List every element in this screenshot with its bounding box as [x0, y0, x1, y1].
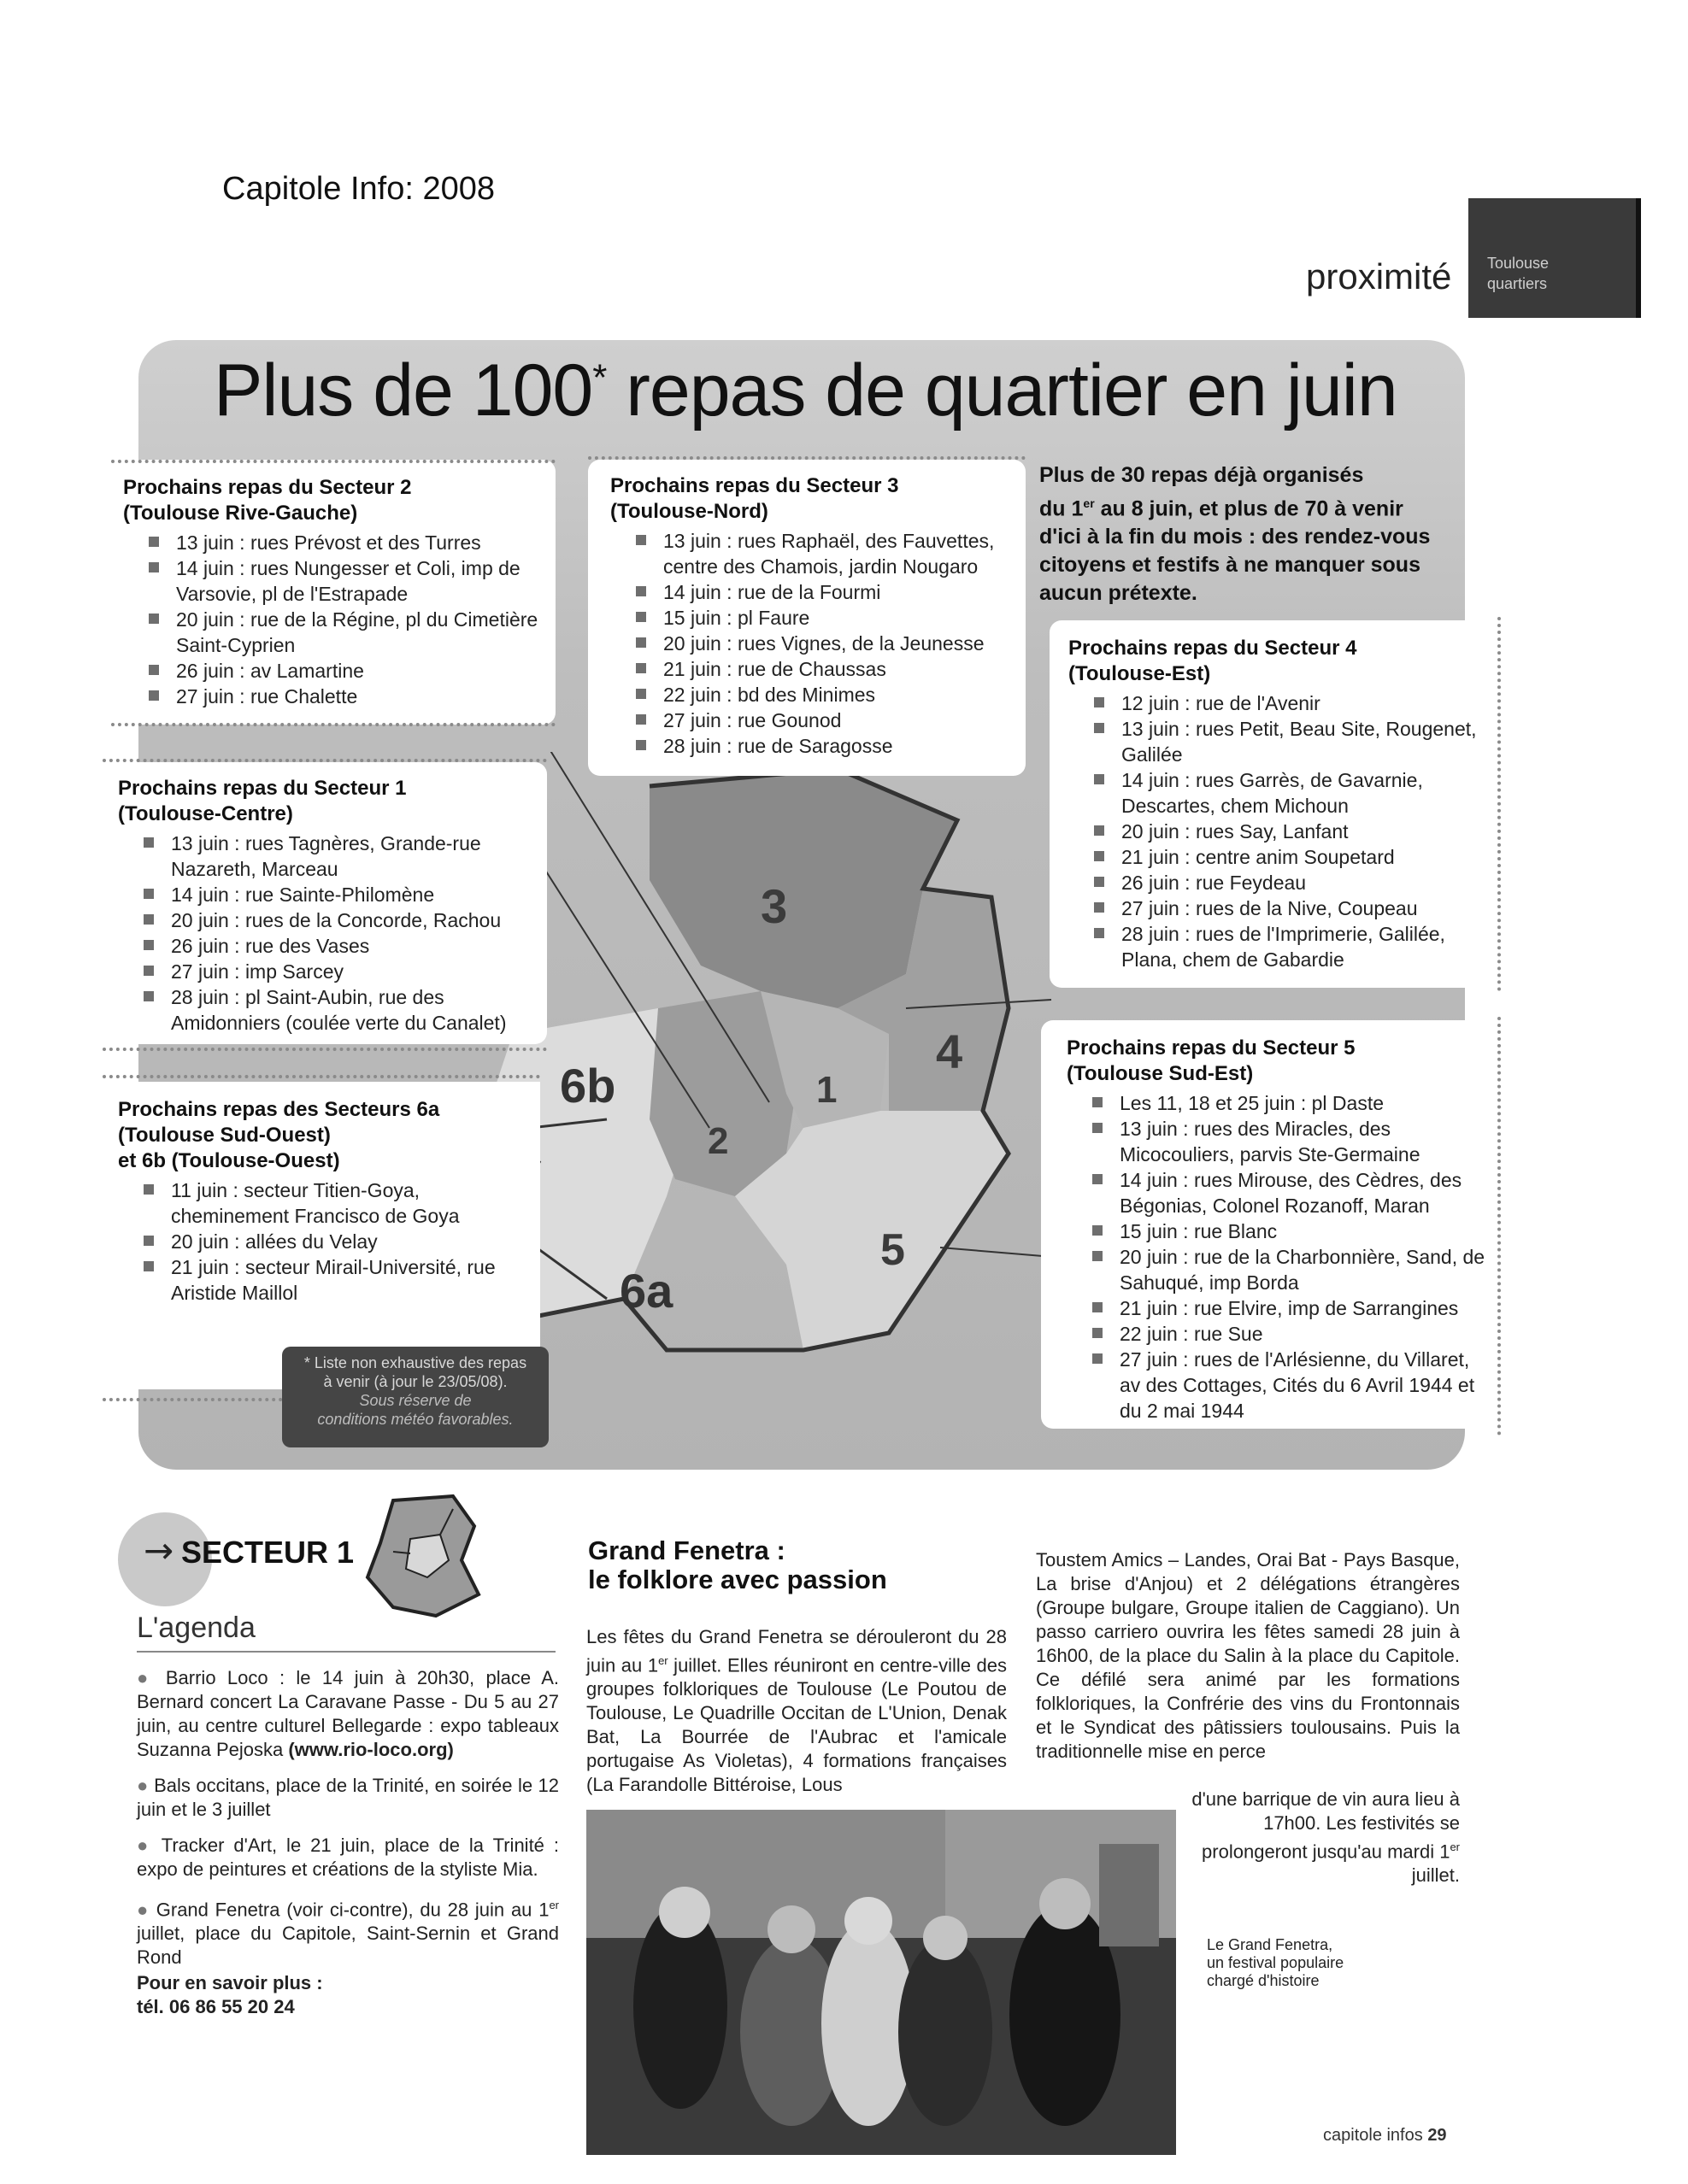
tab-line-2: quartiers	[1487, 275, 1548, 292]
page-footer: capitole infos 29	[1323, 2126, 1447, 2145]
list-item: Les 11, 18 et 25 juin : pl Daste	[1067, 1090, 1494, 1116]
pointer-line-s5	[940, 1248, 1043, 1256]
list-item: 26 juin : rue Feydeau	[1068, 870, 1494, 895]
sector-title: SECTEUR 1	[181, 1535, 355, 1570]
list-item: 13 juin : rues Petit, Beau Site, Rougenet, Galilée	[1068, 716, 1494, 767]
secteur-6-box	[103, 1082, 540, 1389]
agenda-item: ● Bals occitans, place de la Trinité, en soirée le 12 juin et le 3 juillet	[137, 1775, 559, 1820]
photo-caption: Le Grand Fenetra, un festival populaire chargé d'histoire	[1207, 1936, 1344, 1989]
secteur-5-list	[1067, 1090, 1494, 1424]
map-label-6a: 6a	[620, 1264, 673, 1318]
festival-photo	[586, 1810, 1176, 2155]
secteur-6-list	[118, 1177, 532, 1306]
list-item: 14 juin : rues Mirouse, des Cèdres, des Bégonias, Colonel Rozanoff, Maran	[1067, 1167, 1494, 1218]
secteur-4-box	[1050, 620, 1503, 988]
arrow-right-icon: →	[144, 1529, 174, 1571]
agenda-heading: L'agenda	[137, 1612, 256, 1644]
secteur-1-box	[103, 762, 547, 1044]
list-item: 22 juin : bd des Minimes	[610, 682, 1017, 707]
list-item: 21 juin : centre anim Soupetard	[1068, 844, 1494, 870]
footnote-box: * Liste non exhaustive des repas à venir (à jour le 23/05/08). Sous réserve de conditions météo favorables.	[282, 1347, 549, 1447]
list-item: 14 juin : rues Nungesser et Coli, imp de Varsovie, pl de l'Estrapade	[123, 555, 547, 607]
list-item: 20 juin : rues de la Concorde, Rachou	[118, 907, 538, 933]
list-item: 27 juin : rues de la Nive, Coupeau	[1068, 895, 1494, 921]
list-item: 20 juin : rues Vignes, de la Jeunesse	[610, 631, 1017, 656]
agenda-list	[137, 1666, 559, 2019]
phone-number: tél. 06 86 55 20 24	[137, 1996, 295, 2018]
article-column-2-end: d'une barrique de vin aura lieu à 17h00. Les festivités se prolongeront jusqu'au mardi 1er juillet.	[1191, 1788, 1460, 1887]
list-item: 21 juin : rue Elvire, imp de Sarrangines	[1067, 1295, 1494, 1321]
list-item: 14 juin : rue de la Fourmi	[610, 579, 1017, 605]
map-label-5: 5	[880, 1225, 905, 1275]
list-item: 14 juin : rues Garrès, de Gavarnie, Descartes, chem Michoun	[1068, 767, 1494, 819]
list-item: 13 juin : rues des Miracles, des Micocouliers, parvis Ste-Germaine	[1067, 1116, 1494, 1167]
map-label-4: 4	[936, 1024, 963, 1078]
map-label-2: 2	[708, 1120, 729, 1162]
article-column-2: Toustem Amics – Landes, Orai Bat - Pays Basque, La brise d'Anjou) et 2 délégations étrangères (Groupe bulgare, Groupe italien de Caggiano). Un passo carriero ouvrira les fêtes samedi 28 juin à 16h00, de la place du Salin à la place du Capitole. Ce défilé sera animé par les formations folkloriques, la Confrérie des vins du Frontonnais et le Syndicat des pâtissiers toulousains. Puis la traditionnelle mise en perce	[1036, 1549, 1460, 1762]
list-item: 27 juin : rue Chalette	[123, 684, 547, 709]
secteur-2-list	[123, 530, 547, 709]
secteur-3-list	[610, 528, 1017, 759]
list-item: 20 juin : allées du Velay	[118, 1229, 532, 1254]
secteur-1-list	[118, 831, 538, 1036]
agenda-item: ● Grand Fenetra (voir ci-contre), du 28 juin au 1er juillet, place du Capitole, Saint-Sernin et Grand Rond	[137, 1899, 560, 1969]
section-tab	[1468, 198, 1641, 318]
list-item: 15 juin : rue Blanc	[1067, 1218, 1494, 1244]
map-label-6b: 6b	[560, 1059, 616, 1113]
list-item: 22 juin : rue Sue	[1067, 1321, 1494, 1347]
map-label-1: 1	[816, 1069, 838, 1111]
secteur-6-subtitle: (Toulouse Sud-Ouest)	[118, 1124, 331, 1147]
list-item: 12 juin : rue de l'Avenir	[1068, 690, 1494, 716]
secteur-3-title: Prochains repas du Secteur 3	[610, 474, 899, 497]
list-item: 20 juin : rues Say, Lanfant	[1068, 819, 1494, 844]
page-title: Plus de 100* repas de quartier en juin	[214, 349, 1397, 432]
secteur-2-title: Prochains repas du Secteur 2	[123, 476, 412, 499]
article-column-1: Les fêtes du Grand Fenetra se dérouleront du 28 juin au 1er juillet. Elles réuniront en centre-ville des groupes folkloriques de Toulouse (Le Poutou de Toulouse, Le Quadrille Occitan de L'Union, Denak Bat, La Bourrée de l'Aubrac et l'amicale portugaise As Violetas), 4 formations françaises (La Farandolle Bittéroise, Lous	[586, 1626, 1007, 1796]
list-item: 13 juin : rues Raphaël, des Fauvettes, centre des Chamois, jardin Nougaro	[610, 528, 1017, 579]
list-item: 26 juin : av Lamartine	[123, 658, 547, 684]
list-item: 27 juin : imp Sarcey	[118, 959, 538, 984]
secteur-5-box	[1041, 1020, 1503, 1429]
list-item: 14 juin : rue Sainte-Philomène	[118, 882, 538, 907]
sector-minimap-icon	[359, 1492, 487, 1620]
list-item: 28 juin : pl Saint-Aubin, rue des Amidonniers (coulée verte du Canalet)	[118, 984, 538, 1036]
secteur-3-subtitle: (Toulouse-Nord)	[610, 500, 768, 523]
agenda-item: ● Tracker d'Art, le 21 juin, place de la Trinité : expo de peintures et créations de la styliste Mia.	[137, 1835, 559, 1880]
list-item: 21 juin : rue de Chaussas	[610, 656, 1017, 682]
secteur-1-subtitle: (Toulouse-Centre)	[118, 802, 293, 825]
secteur-4-subtitle: (Toulouse-Est)	[1068, 662, 1211, 685]
article-title: Grand Fenetra : le folklore avec passion	[588, 1535, 887, 1594]
list-item: 13 juin : rues Prévost et des Turres	[123, 530, 547, 555]
list-item: 27 juin : rue Gounod	[610, 707, 1017, 733]
secteur-6-title: Prochains repas des Secteurs 6a	[118, 1098, 440, 1121]
more-info-label: Pour en savoir plus :	[137, 1972, 323, 1994]
intro-text: Plus de 30 repas déjà organisés du 1er au 8 juin, et plus de 70 à venir d'ici à la fin du mois : des rendez-vous citoyens et festifs à ne manquer sous aucun prétexte.	[1039, 463, 1431, 606]
list-item: 15 juin : pl Faure	[610, 605, 1017, 631]
list-item: 13 juin : rues Tagnères, Grande-rue Nazareth, Marceau	[118, 831, 538, 882]
list-item: 20 juin : rue de la Régine, pl du Cimetière Saint-Cyprien	[123, 607, 547, 658]
secteur-2-subtitle: (Toulouse Rive-Gauche)	[123, 502, 358, 525]
tab-line-1: Toulouse	[1487, 255, 1550, 272]
list-item: 27 juin : rues de l'Arlésienne, du Villaret, av des Cottages, Cités du 6 Avril 1944 et du 2 mai 1944	[1067, 1347, 1494, 1424]
list-item: 26 juin : rue des Vases	[118, 933, 538, 959]
secteur-6-subtitle-2: et 6b (Toulouse-Ouest)	[118, 1149, 340, 1172]
map-label-3: 3	[761, 879, 788, 933]
secteur-1-title: Prochains repas du Secteur 1	[118, 777, 407, 800]
secteur-5-title: Prochains repas du Secteur 5	[1067, 1036, 1356, 1060]
secteur-4-title: Prochains repas du Secteur 4	[1068, 637, 1357, 660]
list-item: 21 juin : secteur Mirail-Université, rue Aristide Maillol	[118, 1254, 532, 1306]
list-item: 28 juin : rues de l'Imprimerie, Galilée, Plana, chem de Gabardie	[1068, 921, 1494, 972]
section-rubric: proximité	[1306, 256, 1452, 296]
agenda-item: ● Barrio Loco : le 14 juin à 20h30, place A. Bernard concert La Caravane Passe - Du 5 au 27 juin, au centre culturel Bellegarde : expo tableaux Suzanna Pejoska (www.rio-loco.org)	[137, 1667, 560, 1760]
header-label: Capitole Info: 2008	[222, 171, 496, 207]
secteur-4-list	[1068, 690, 1494, 972]
divider	[137, 1651, 556, 1653]
secteur-5-subtitle: (Toulouse Sud-Est)	[1067, 1062, 1254, 1085]
list-item: 20 juin : rue de la Charbonnière, Sand, de Sahuqué, imp Borda	[1067, 1244, 1494, 1295]
secteur-2-box	[111, 460, 556, 725]
secteur-3-box	[588, 460, 1026, 776]
list-item: 11 juin : secteur Titien-Goya, cheminement Francisco de Goya	[118, 1177, 532, 1229]
list-item: 28 juin : rue de Saragosse	[610, 733, 1017, 759]
